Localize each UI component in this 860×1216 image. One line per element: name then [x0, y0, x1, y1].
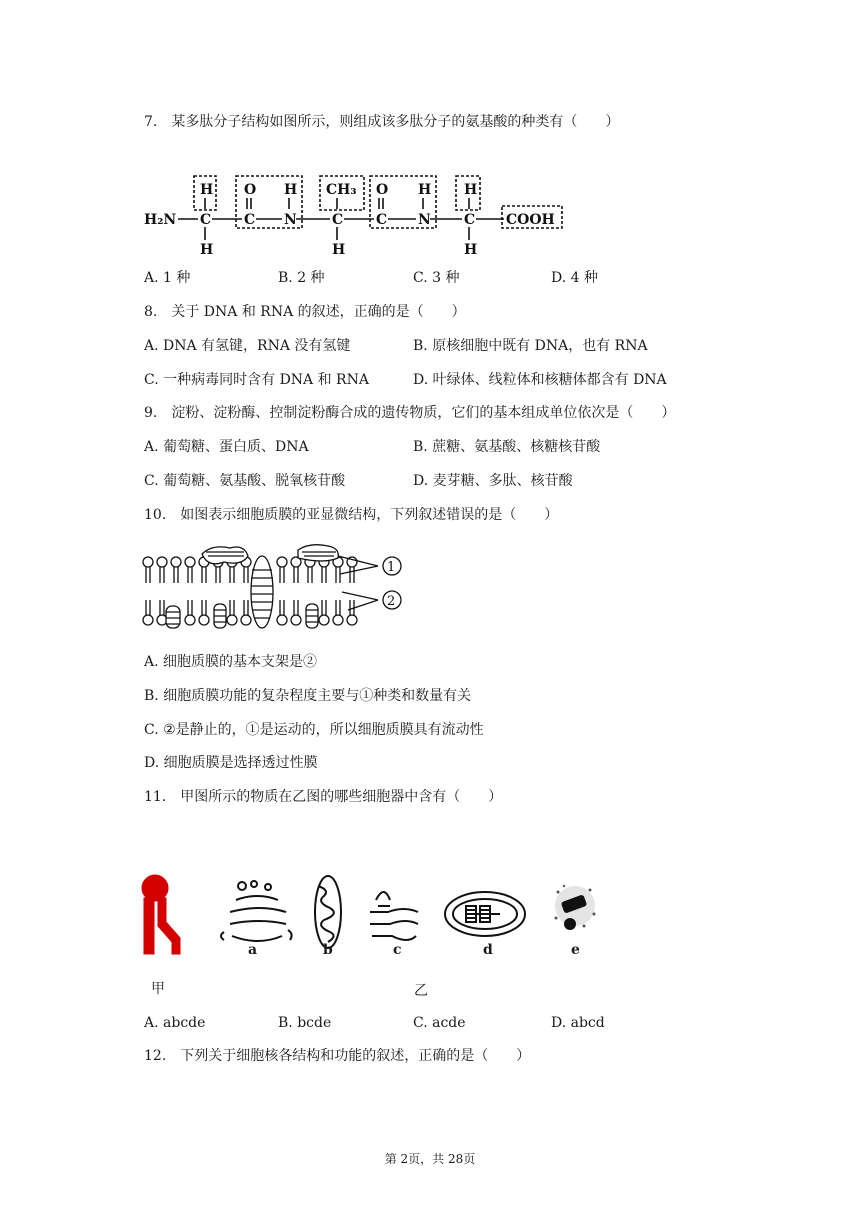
svg-text:2: 2 — [387, 594, 396, 609]
organelle-letter-d: d — [483, 942, 493, 958]
svg-text:H: H — [332, 242, 346, 258]
svg-text:O: O — [244, 182, 257, 198]
svg-text:O: O — [376, 182, 389, 198]
svg-text:H: H — [464, 182, 478, 198]
q12-stem: 12. 下列关于细胞核各结构和功能的叙述，正确的是（ ） — [144, 1048, 531, 1064]
q7-option-c: C. 3 种 — [413, 270, 460, 286]
q7-option-d: D. 4 种 — [551, 270, 598, 286]
chloroplast-icon — [445, 892, 525, 936]
q10-stem: 10. 如图表示细胞质膜的亚显微结构，下列叙述错误的是（ ） — [144, 507, 559, 523]
q10-option-b: B. 细胞质膜功能的复杂程度主要与①种类和数量有关 — [144, 688, 472, 704]
mitochondrion-icon — [315, 876, 341, 948]
q11-option-d: D. abcd — [551, 1015, 605, 1031]
q9-option-b: B. 蔗糖、氨基酸、核糖核苷酸 — [413, 439, 601, 455]
svg-text:COOH: COOH — [506, 212, 555, 228]
q9-option-c: C. 葡萄糖、氨基酸、脱氧核苷酸 — [144, 473, 346, 489]
organelle-letter-a: a — [248, 942, 258, 958]
svg-text:C: C — [376, 212, 388, 228]
q10-option-c: C. ②是静止的，①是运动的，所以细胞质膜具有流动性 — [144, 722, 484, 738]
organelle-letter-b: b — [323, 942, 333, 958]
q8-stem: 8. 关于 DNA 和 RNA 的叙述，正确的是（ ） — [144, 304, 466, 320]
q10-option-a: A. 细胞质膜的基本支架是② — [144, 654, 318, 670]
organelle-letter-c: c — [393, 942, 402, 958]
q7-option-b: B. 2 种 — [278, 270, 325, 286]
q9-option-a: A. 葡萄糖、蛋白质、DNA — [144, 439, 309, 455]
q9-stem: 9. 淀粉、淀粉酶、控制淀粉酶合成的遗传物质，它们的基本组成单位依次是（ ） — [144, 405, 676, 421]
svg-text:H: H — [464, 242, 478, 258]
q7-option-a: A. 1 种 — [144, 270, 191, 286]
svg-text:CH₃: CH₃ — [326, 182, 357, 198]
svg-text:N: N — [284, 212, 297, 228]
q11-option-c: C. acde — [413, 1015, 466, 1031]
phospholipid-figure — [142, 875, 180, 954]
h2n-label: H₂N — [144, 212, 177, 228]
q7-peptide-diagram — [140, 172, 570, 262]
q9-option-d: D. 麦芽糖、多肽、核苷酸 — [413, 473, 573, 489]
golgi-icon — [221, 881, 292, 941]
q11-organelles-diagram — [138, 870, 608, 960]
svg-text:H: H — [418, 182, 432, 198]
q11-stem: 11. 甲图所示的物质在乙图的哪些细胞器中含有（ ） — [144, 789, 503, 805]
q8-option-c: C. 一种病毒同时含有 DNA 和 RNA — [144, 372, 369, 388]
q10-membrane-diagram — [142, 540, 412, 640]
q8-option-d: D. 叶绿体、线粒体和核糖体都含有 DNA — [413, 372, 667, 388]
page-footer: 第 2页，共 28页 — [384, 1152, 476, 1166]
svg-text:N: N — [418, 212, 431, 228]
q10-option-d: D. 细胞质膜是选择透过性膜 — [144, 755, 318, 771]
svg-text:H: H — [200, 242, 214, 258]
q8-option-b: B. 原核细胞中既有 DNA，也有 RNA — [413, 338, 648, 354]
organelle-letter-e: e — [571, 942, 580, 958]
centrosome-icon — [555, 885, 596, 930]
q11-option-b: B. bcde — [278, 1015, 332, 1031]
svg-text:C: C — [332, 212, 344, 228]
svg-text:H: H — [284, 182, 298, 198]
svg-text:C: C — [464, 212, 476, 228]
q7-stem: 7. 某多肽分子结构如图所示，则组成该多肽分子的氨基酸的种类有（ ） — [144, 114, 620, 130]
svg-text:1: 1 — [387, 560, 396, 575]
endoplasmic-reticulum-icon — [370, 892, 418, 940]
svg-text:C: C — [200, 212, 212, 228]
svg-text:C: C — [244, 212, 256, 228]
q8-option-a: A. DNA 有氢键，RNA 没有氢键 — [144, 338, 351, 354]
q11-option-a: A. abcde — [144, 1015, 206, 1031]
svg-text:H: H — [200, 182, 214, 198]
caption-jia: 甲 — [151, 981, 165, 997]
caption-yi: 乙 — [414, 983, 428, 999]
